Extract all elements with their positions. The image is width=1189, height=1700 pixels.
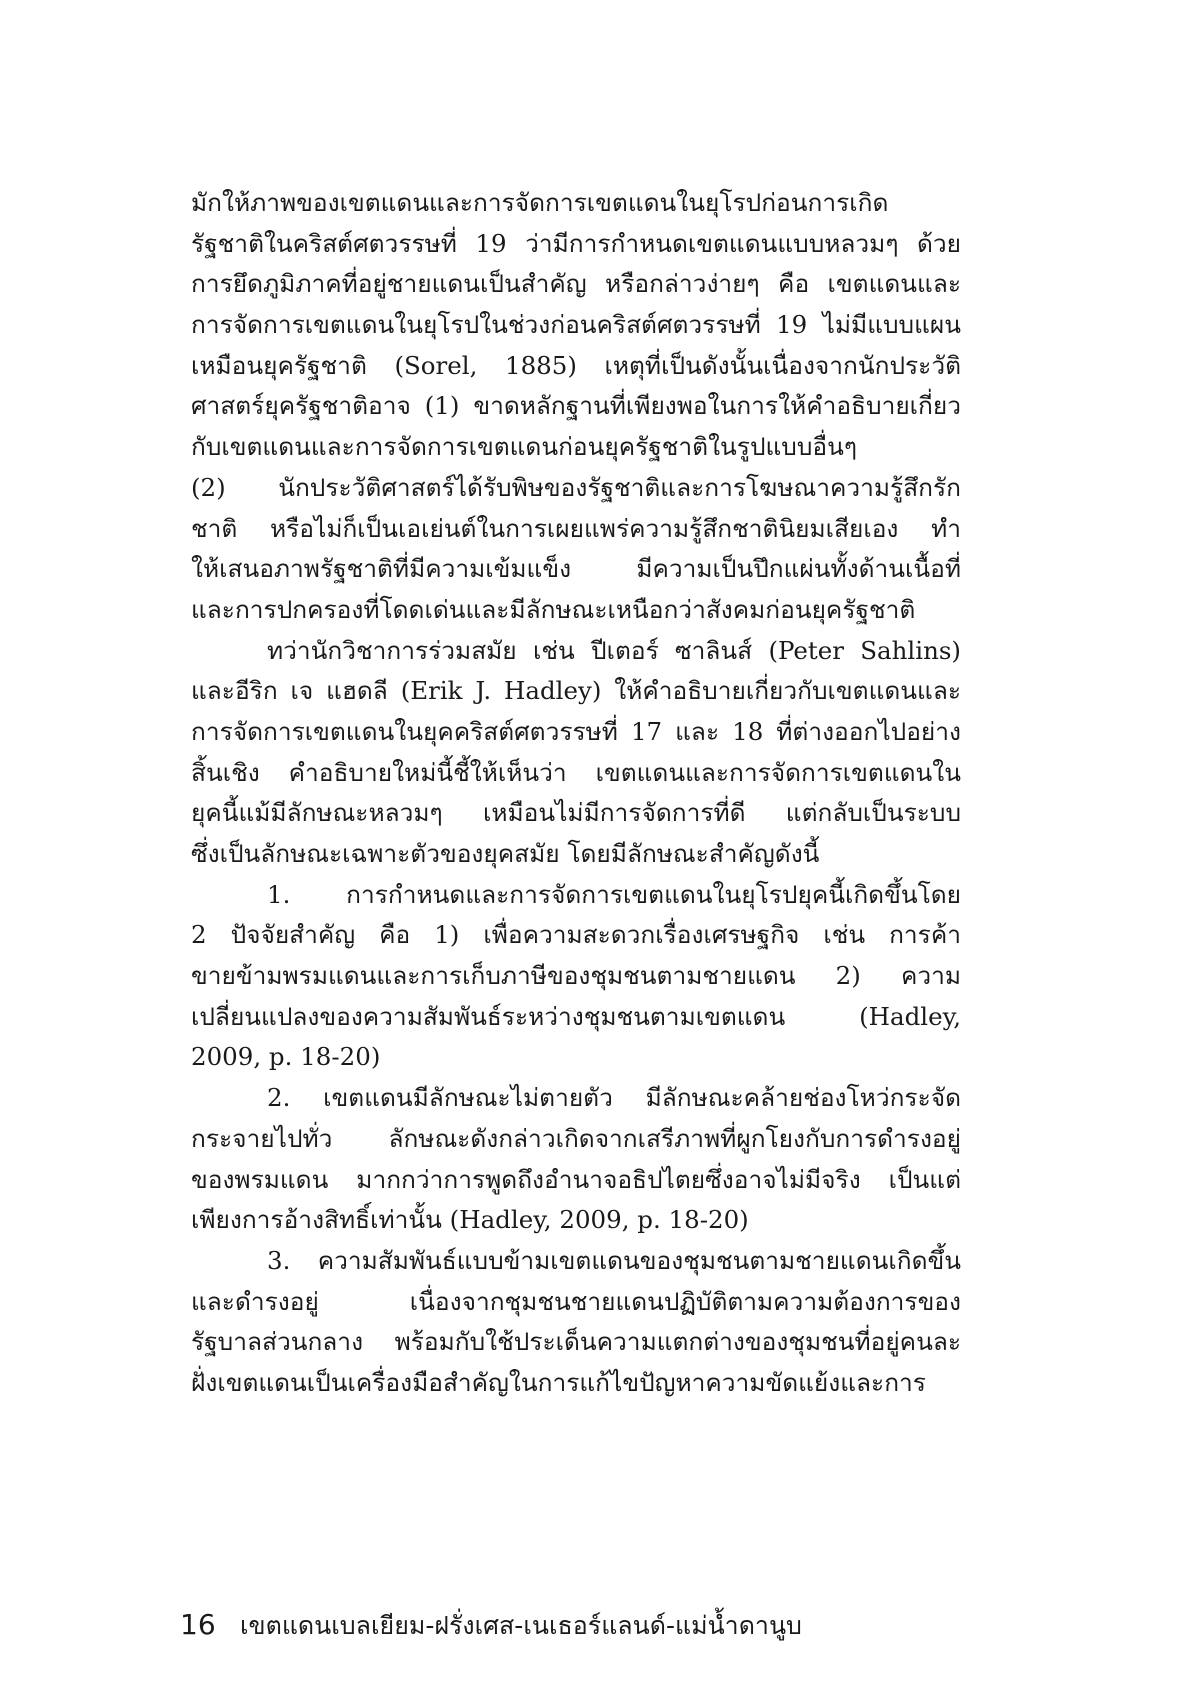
text-line: และการปกครองที่โดดเด่นและมีลักษณะเหนือกว่าสังคมก่อนยุครัฐชาติ	[191, 594, 916, 624]
text-line: ของพรมแดน มากกว่าการพูดถึงอำนาจอธิปไตยซึ่งอาจไม่มีจริง เป็นแต่	[191, 1164, 961, 1194]
text-line: เปลี่ยนแปลงของความสัมพันธ์ระหว่างชุมชนตามเขตแดน (Hadley,	[191, 1001, 961, 1031]
text-line: ทว่านักวิชาการร่วมสมัย เช่น ปีเตอร์ ซาลินส์ (Peter Sahlins)	[267, 635, 961, 665]
text-line: ให้เสนอภาพรัฐชาติที่มีความเข้มแข็ง มีความเป็นปึกแผ่นทั้งด้านเนื้อที่	[191, 554, 961, 584]
text-line: ชาติ หรือไม่ก็เป็นเอเย่นต์ในการเผยแพร่ความรู้สึกชาตินิยมเสียเอง ทำ	[191, 513, 961, 543]
running-title: เขตแดนเบลเยียม-ฝรั่งเศส-เนเธอร์แลนด์-แม่น้ำดานูบ	[239, 1611, 802, 1640]
text-line: และอีริก เจ แฮดลี (Erik J. Hadley) ให้คำอธิบายเกี่ยวกับเขตแดนและ	[191, 676, 961, 706]
text-line: ศาสตร์ยุครัฐชาติอาจ (1) ขาดหลักฐานที่เพียงพอในการให้คำอธิบายเกี่ยว	[191, 391, 961, 421]
text-line: ยุคนี้แม้มีลักษณะหลวมๆ เหมือนไม่มีการจัดการที่ดี แต่กลับเป็นระบบ	[191, 798, 961, 828]
text-line: การจัดการเขตแดนในยุโรปในช่วงก่อนคริสต์ศตวรรษที่ 19 ไม่มีแบบแผน	[191, 310, 961, 340]
text-line: รัฐชาติในคริสต์ศตวรรษที่ 19 ว่ามีการกำหนดเขตแดนแบบหลวมๆ ด้วย	[191, 228, 961, 258]
page-footer	[180, 1609, 802, 1642]
body-text	[191, 183, 961, 1404]
text-line: 2. เขตแดนมีลักษณะไม่ตายตัว มีลักษณะคล้ายช่องโหว่กระจัด	[267, 1083, 961, 1113]
text-line: ซึ่งเป็นลักษณะเฉพาะตัวของยุคสมัย โดยมีลักษณะสำคัญดังนี้	[191, 839, 820, 868]
text-line: การยึดภูมิภาคที่อยู่ชายแดนเป็นสำคัญ หรือกล่าวง่ายๆ คือ เขตแดนและ	[191, 269, 961, 299]
text-line: 3. ความสัมพันธ์แบบข้ามเขตแดนของชุมชนตามชายแดนเกิดขึ้น	[267, 1245, 961, 1275]
text-line: 2009, p. 18-20)	[191, 1042, 381, 1072]
text-line: ขายข้ามพรมแดนและการเก็บภาษีของชุมชนตามชายแดน 2) ความ	[191, 961, 961, 991]
text-line: รัฐบาลส่วนกลาง พร้อมกับใช้ประเด็นความแตกต่างของชุมชนที่อยู่คนละ	[191, 1327, 961, 1357]
text-line: สิ้นเชิง คำอธิบายใหม่นี้ชี้ให้เห็นว่า เขตแดนและการจัดการเขตแดนใน	[191, 757, 961, 787]
page-number: 16	[180, 1608, 216, 1641]
text-line: และดำรงอยู่ เนื่องจากชุมชนชายแดนปฏิบัติตามความต้องการของ	[191, 1286, 961, 1316]
text-line: 2 ปัจจัยสำคัญ คือ 1) เพื่อความสะดวกเรื่องเศรษฐกิจ เช่น การค้า	[191, 920, 961, 950]
text-line: การจัดการเขตแดนในยุคคริสต์ศตวรรษที่ 17 และ 18 ที่ต่างออกไปอย่าง	[191, 716, 961, 746]
text-line: เหมือนยุครัฐชาติ (Sorel, 1885) เหตุที่เป็นดังนั้นเนื่องจากนักประวัติ	[191, 350, 961, 380]
text-line: 1. การกำหนดและการจัดการเขตแดนในยุโรปยุคนี้เกิดขึ้นโดย	[267, 879, 961, 909]
text-line: มักให้ภาพของเขตแดนและการจัดการเขตแดนในยุโรปก่อนการเกิด	[191, 188, 889, 217]
text-line: ฝั่งเขตแดนเป็นเครื่องมือสำคัญในการแก้ไขปัญหาความขัดแย้งและการ	[191, 1367, 926, 1397]
text-line: (2) นักประวัติศาสตร์ได้รับพิษของรัฐชาติและการโฆษณาความรู้สึกรัก	[191, 472, 961, 502]
text-line: กับเขตแดนและการจัดการเขตแดนก่อนยุครัฐชาติในรูปแบบอื่นๆ	[191, 432, 858, 462]
text-line: เพียงการอ้างสิทธิ์เท่านั้น (Hadley, 2009, p. 18-20)	[191, 1205, 749, 1235]
text-line: กระจายไปทั่ว ลักษณะดังกล่าวเกิดจากเสรีภาพที่ผูกโยงกับการดำรงอยู่	[191, 1123, 961, 1153]
